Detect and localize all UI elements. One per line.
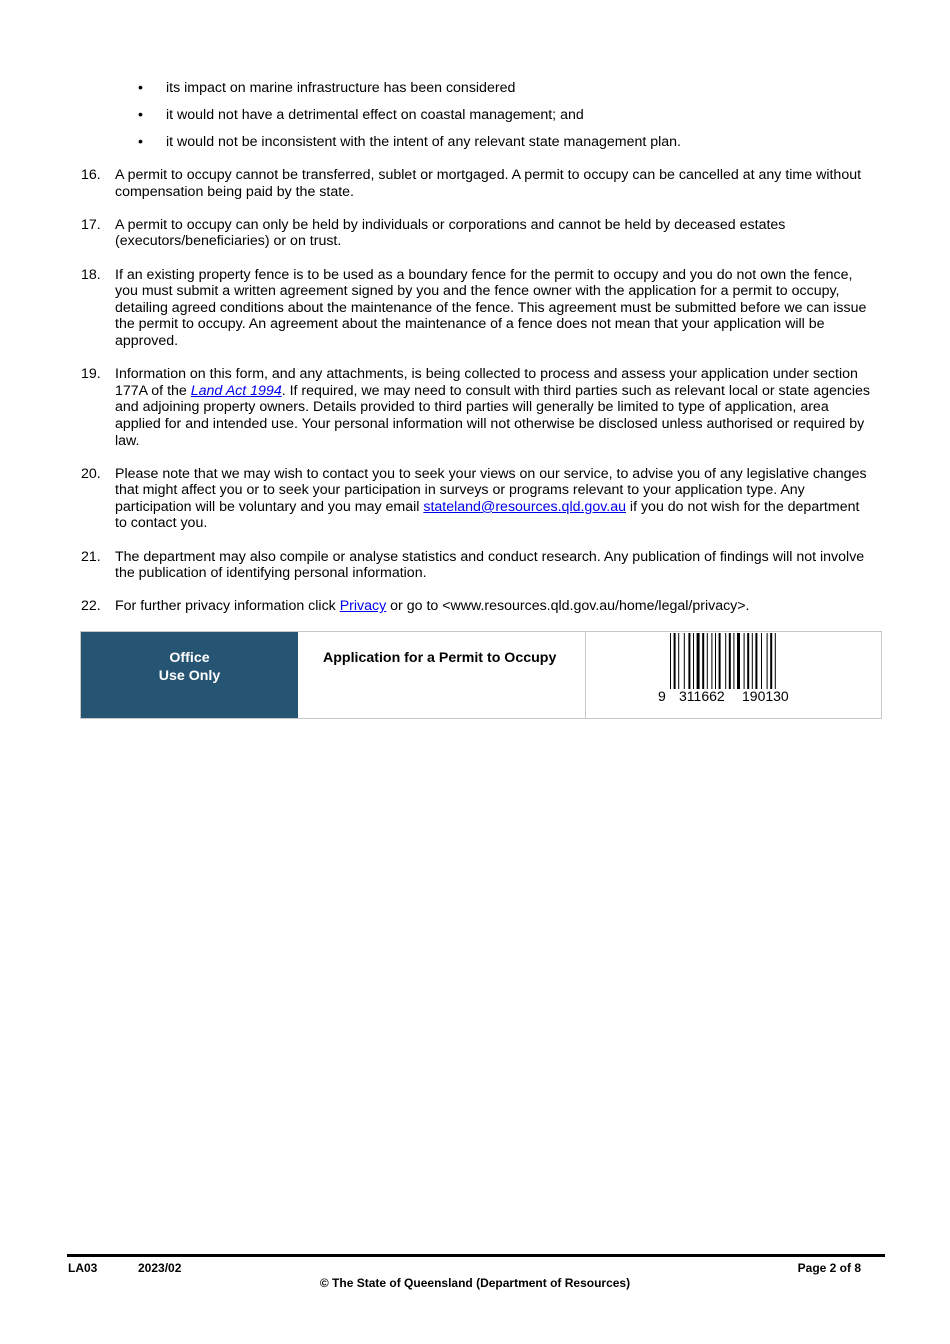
item-text: Information on this form, and any attachments, is being collected to process and assess your application under section 177A of the [115, 366, 858, 399]
form-title-cell [298, 632, 586, 718]
item-text: Please note that we may wish to contact you to seek your views on our service, to advise you of any legislative changes that might affect you or to seek your participation in surveys or programs relevant to your application type. Any participation will be voluntary and you may email [115, 465, 867, 515]
item-text: If an existing property fence is to be used as a boundary fence for the permit to occupy and you do not own the fence, you must submit a written agreement signed by you and the fence owner with the application for a permit to occupy, detailing agreed conditions about the maintenance of the fence. This agreement must be submitted before we can issue the permit to occupy. An agreement about the maintenance of a fence does not mean that your application will be approved. [115, 266, 867, 349]
email-link[interactable]: stateland@resources.qld.gov.au [423, 498, 626, 515]
footer-rule [67, 1254, 885, 1257]
item-text: For further privacy information click [115, 598, 340, 615]
list-item-19 [81, 366, 871, 449]
item-text: . If required, we may need to consult with third parties such as relevant local or state agencies and adjoining property owners. Details provided to third parties will generally be limited to type of application, area applied for and intended use. Your personal information will not otherwise be disclosed unless authorised or required by law. [115, 382, 871, 449]
item-text: or go to <www.resources.qld.gov.au/home/legal/privacy>. [386, 598, 750, 615]
office-use-line1: Office [169, 650, 210, 666]
barcode-digits-left: 311662 [679, 688, 725, 704]
barcode-icon [656, 633, 816, 708]
item-number: 17. [81, 216, 101, 233]
item-text: The department may also compile or analyse statistics and conduct research. Any publication of findings will not involve the publication of identifying personal information. [115, 548, 865, 582]
office-use-line2: Use Only [158, 668, 221, 684]
footer-page-number: Page 2 of 8 [797, 1261, 861, 1275]
privacy-link[interactable]: Privacy [339, 598, 387, 615]
bullet-item: • it would not be inconsistent with the intent of any relevant state management plan. [138, 134, 681, 161]
land-act-link[interactable]: Land Act 1994 [190, 382, 282, 399]
footer-copyright: © The State of Queensland (Department of Resources) [319, 1276, 631, 1290]
numbered-list [81, 167, 871, 632]
list-item-20 [81, 466, 871, 532]
list-item-22 [81, 598, 871, 615]
barcode-digits-right: 190130 [742, 688, 789, 704]
barcode-cell [586, 632, 881, 718]
footer-form-code: LA03 [68, 1261, 98, 1275]
office-use-table [80, 631, 882, 719]
item-number: 16. [81, 167, 101, 183]
list-item-17 [81, 217, 871, 250]
footer-version: 2023/02 [138, 1261, 182, 1275]
list-item-18 [81, 267, 871, 350]
item-number: 22. [81, 598, 101, 615]
item-number: 20. [81, 465, 101, 482]
item-text: A permit to occupy cannot be transferred, sublet or mortgaged. A permit to occupy can be cancelled at any time without compensation being paid by the state. [115, 167, 862, 200]
bullet-item: • it would not have a detrimental effect on coastal management; and [138, 107, 681, 134]
form-title: Application for a Permit to Occupy [323, 650, 557, 666]
office-use-cell [81, 632, 298, 718]
list-item-16 [81, 167, 871, 200]
item-number: 18. [81, 266, 101, 283]
bullet-list [138, 80, 681, 161]
item-number: 21. [81, 548, 101, 565]
barcode-digit-lead: 9 [658, 688, 666, 704]
list-item-21 [81, 549, 871, 582]
item-text: if you do not wish for the department to contact you. [115, 498, 860, 532]
item-text: A permit to occupy can only be held by individuals or corporations and cannot be held by deceased estates (executors/beneficiaries) or on trust. [115, 216, 786, 250]
item-number: 19. [81, 366, 101, 383]
bullet-item: • its impact on marine infrastructure has been considered [138, 80, 681, 107]
